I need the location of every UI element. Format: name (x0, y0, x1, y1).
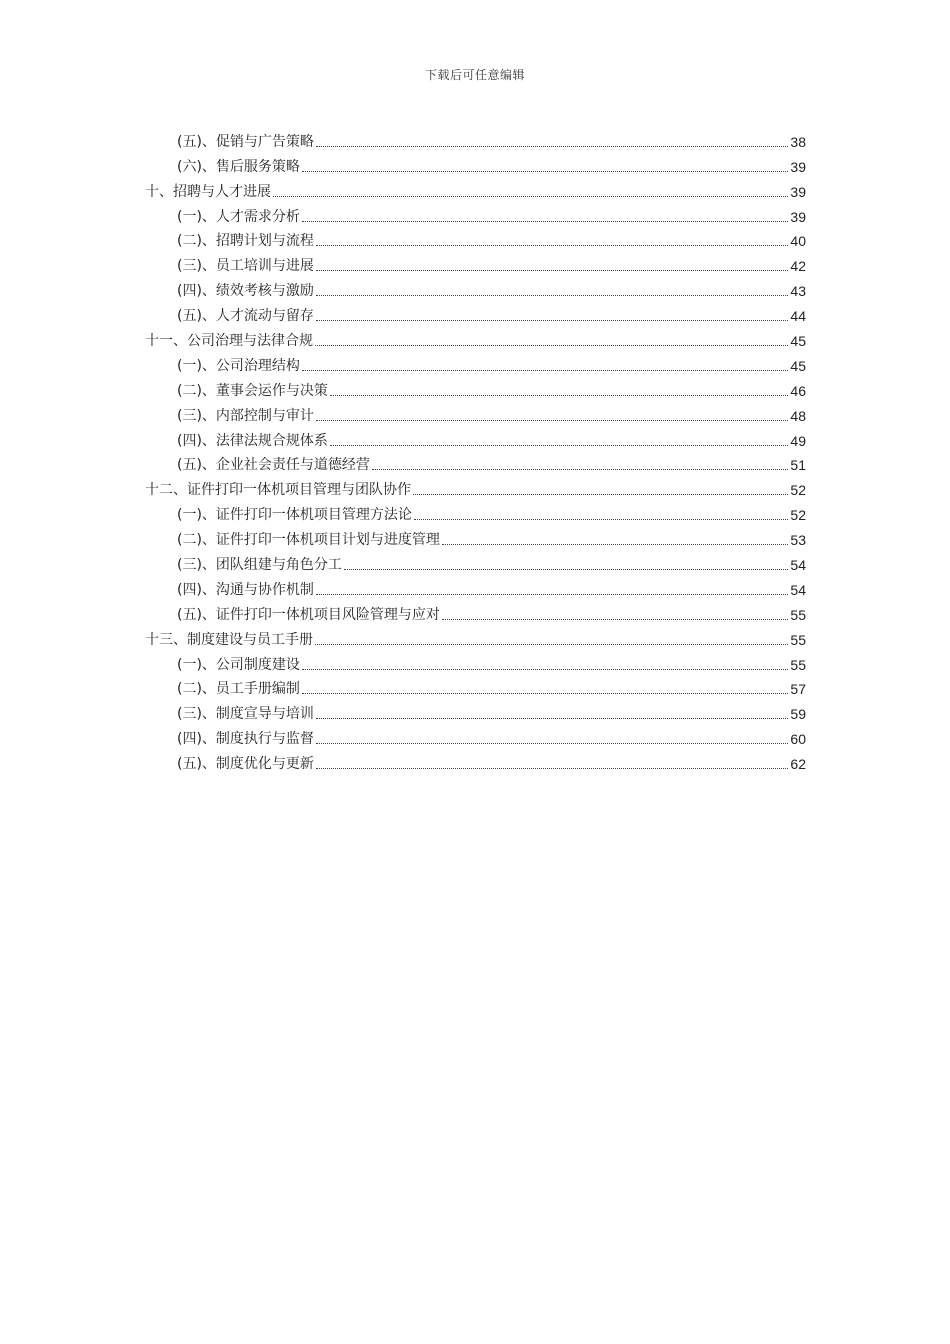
toc-dot-leader (344, 568, 788, 570)
toc-dot-leader (302, 170, 788, 172)
toc-entry-title: (二)、证件打印一体机项目计划与进度管理 (177, 532, 440, 549)
toc-entry-title: (一)、公司制度建设 (177, 656, 300, 673)
toc-entry-title: (四)、法律法规合规体系 (177, 432, 328, 449)
toc-dot-leader (330, 444, 788, 446)
toc-entry-title: (二)、董事会运作与决策 (177, 382, 328, 399)
toc-entry-page-number: 45 (790, 357, 806, 374)
toc-entry-page-number: 60 (790, 731, 806, 748)
toc-entry-page-number: 40 (790, 233, 806, 250)
toc-dot-leader (302, 220, 788, 222)
toc-entry-title: (三)、制度宣导与培训 (177, 706, 314, 723)
toc-section-entry[interactable] (145, 574, 806, 599)
toc-section-entry[interactable] (145, 275, 806, 300)
toc-section-entry[interactable] (145, 748, 806, 773)
toc-section-entry[interactable] (145, 226, 806, 251)
toc-entry-title: (三)、内部控制与审计 (177, 407, 314, 424)
toc-section-entry[interactable] (145, 499, 806, 524)
toc-entry-title: (三)、团队组建与角色分工 (177, 557, 342, 574)
toc-entry-page-number: 52 (790, 507, 806, 524)
toc-section-entry[interactable] (145, 450, 806, 475)
toc-entry-title: (三)、员工培训与进展 (177, 258, 314, 275)
toc-dot-leader (302, 668, 788, 670)
toc-section-entry[interactable] (145, 524, 806, 549)
toc-dot-leader (413, 493, 788, 495)
toc-entry-page-number: 62 (790, 756, 806, 773)
toc-entry-title: (四)、制度执行与监督 (177, 731, 314, 748)
toc-section-entry[interactable] (145, 549, 806, 574)
toc-entry-page-number: 38 (790, 133, 806, 150)
toc-dot-leader (316, 294, 788, 296)
toc-dot-leader (315, 643, 788, 645)
toc-section-entry[interactable] (145, 300, 806, 325)
toc-entry-page-number: 48 (790, 407, 806, 424)
toc-entry-title: (五)、制度优化与更新 (177, 756, 314, 773)
toc-entry-title: (四)、沟通与协作机制 (177, 581, 314, 598)
toc-dot-leader (414, 518, 788, 520)
toc-entry-title: (一)、证件打印一体机项目管理方法论 (177, 507, 412, 524)
toc-section-entry[interactable] (145, 649, 806, 674)
toc-dot-leader (302, 692, 788, 694)
toc-entry-page-number: 52 (790, 482, 806, 499)
toc-entry-page-number: 55 (790, 656, 806, 673)
toc-entry-page-number: 44 (790, 308, 806, 325)
toc-entry-title: 十一、公司治理与法律合规 (145, 333, 313, 350)
toc-entry-page-number: 43 (790, 283, 806, 300)
toc-dot-leader (330, 394, 788, 396)
toc-dot-leader (316, 742, 788, 744)
toc-dot-leader (316, 145, 788, 147)
table-of-contents (145, 126, 806, 773)
toc-entry-page-number: 59 (790, 706, 806, 723)
toc-entry-page-number: 57 (790, 681, 806, 698)
toc-dot-leader (372, 468, 788, 470)
toc-entry-title: 十二、证件打印一体机项目管理与团队协作 (145, 482, 411, 499)
toc-entry-page-number: 55 (790, 631, 806, 648)
toc-entry-title: (五)、促销与广告策略 (177, 133, 314, 150)
toc-section-entry[interactable] (145, 126, 806, 151)
toc-entry-title: (二)、员工手册编制 (177, 681, 300, 698)
toc-section-entry[interactable] (145, 151, 806, 176)
toc-dot-leader (442, 618, 788, 620)
toc-dot-leader (316, 717, 788, 719)
toc-section-entry[interactable] (145, 674, 806, 699)
toc-entry-page-number: 55 (790, 606, 806, 623)
toc-dot-leader (316, 593, 788, 595)
toc-entry-title: 十、招聘与人才进展 (145, 183, 271, 200)
toc-entry-page-number: 49 (790, 432, 806, 449)
toc-section-entry[interactable] (145, 201, 806, 226)
toc-dot-leader (273, 195, 788, 197)
toc-entry-title: (四)、绩效考核与激励 (177, 283, 314, 300)
toc-section-entry[interactable] (145, 425, 806, 450)
toc-entry-title: (六)、售后服务策略 (177, 158, 300, 175)
toc-dot-leader (315, 344, 788, 346)
toc-dot-leader (316, 419, 788, 421)
toc-entry-page-number: 39 (790, 158, 806, 175)
toc-section-entry[interactable] (145, 599, 806, 624)
toc-entry-page-number: 51 (790, 457, 806, 474)
toc-chapter-entry[interactable] (145, 624, 806, 649)
toc-entry-title: 十三、制度建设与员工手册 (145, 631, 313, 648)
toc-dot-leader (302, 369, 788, 371)
page-header: 下载后可任意编辑 (424, 68, 525, 82)
toc-entry-page-number: 39 (790, 183, 806, 200)
toc-dot-leader (316, 269, 788, 271)
toc-entry-title: (五)、人才流动与留存 (177, 308, 314, 325)
toc-section-entry[interactable] (145, 350, 806, 375)
toc-entry-title: (五)、企业社会责任与道德经营 (177, 457, 370, 474)
toc-chapter-entry[interactable] (145, 474, 806, 499)
toc-section-entry[interactable] (145, 723, 806, 748)
toc-entry-page-number: 42 (790, 258, 806, 275)
toc-dot-leader (442, 543, 788, 545)
toc-entry-page-number: 54 (790, 557, 806, 574)
toc-entry-page-number: 53 (790, 532, 806, 549)
toc-entry-page-number: 39 (790, 208, 806, 225)
toc-chapter-entry[interactable] (145, 325, 806, 350)
toc-dot-leader (316, 319, 788, 321)
toc-entry-page-number: 45 (790, 333, 806, 350)
toc-section-entry[interactable] (145, 375, 806, 400)
toc-dot-leader (316, 244, 788, 246)
toc-entry-page-number: 54 (790, 581, 806, 598)
toc-entry-title: (一)、人才需求分析 (177, 208, 300, 225)
toc-entry-title: (一)、公司治理结构 (177, 357, 300, 374)
toc-section-entry[interactable] (145, 250, 806, 275)
toc-entry-title: (二)、招聘计划与流程 (177, 233, 314, 250)
toc-chapter-entry[interactable] (145, 176, 806, 201)
toc-section-entry[interactable] (145, 400, 806, 425)
toc-entry-page-number: 46 (790, 382, 806, 399)
toc-section-entry[interactable] (145, 698, 806, 723)
toc-entry-title: (五)、证件打印一体机项目风险管理与应对 (177, 606, 440, 623)
toc-dot-leader (316, 767, 788, 769)
